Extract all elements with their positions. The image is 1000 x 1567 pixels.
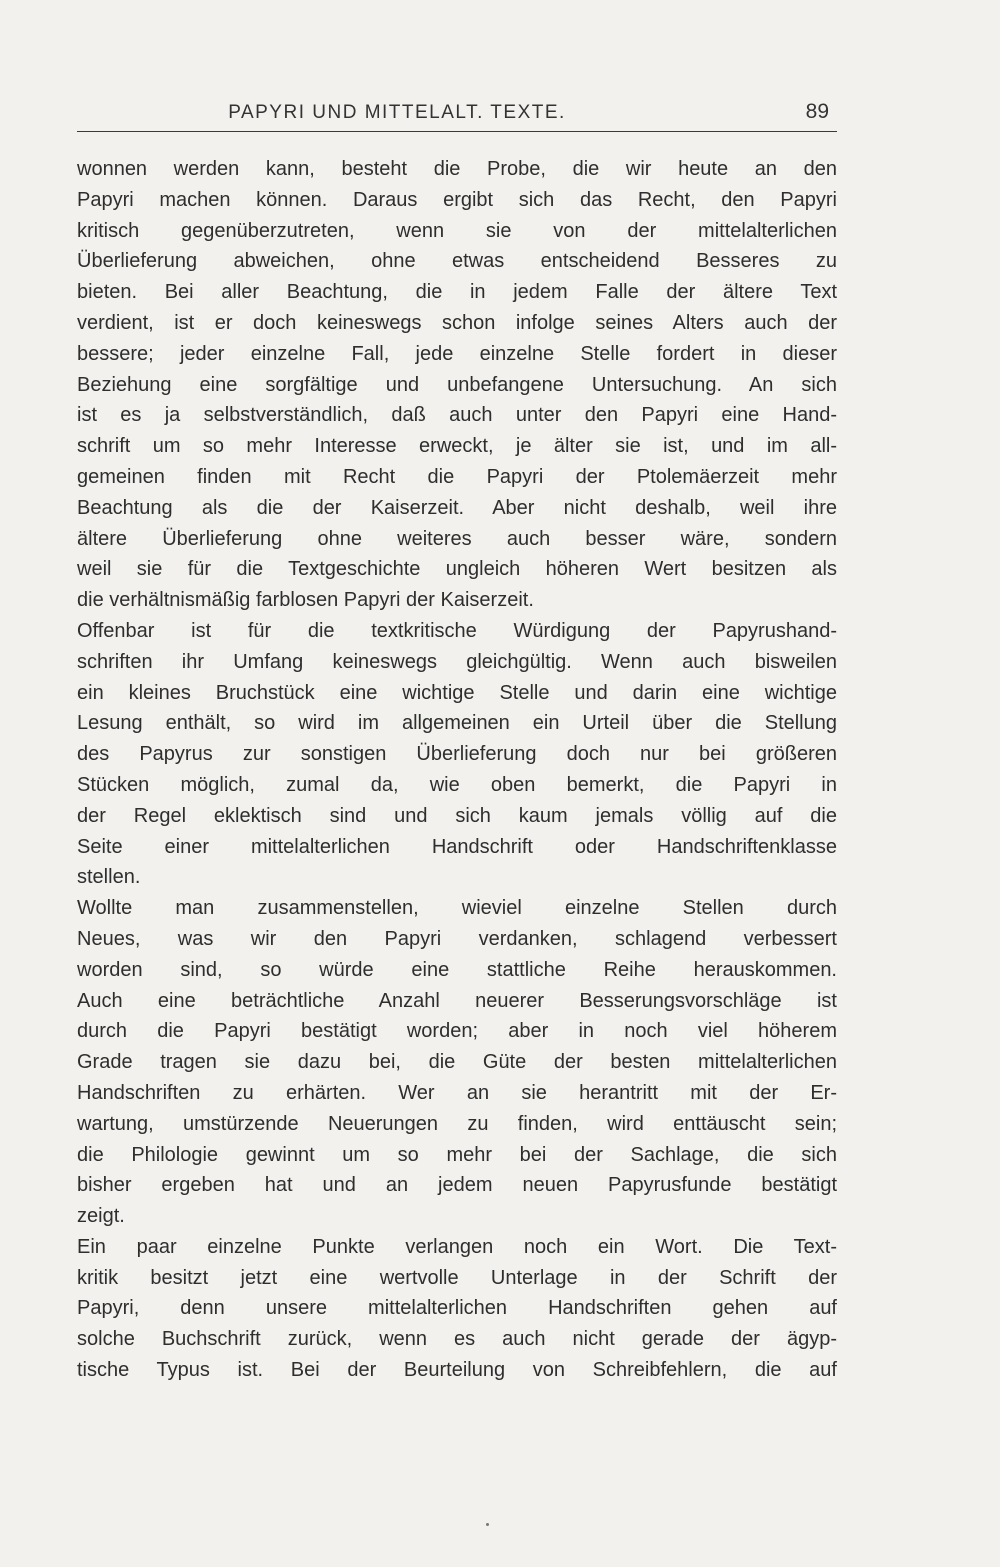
text-line: der Regel eklektisch sind und sich kaum jemals völlig auf die (77, 804, 837, 827)
text-line: Neues, was wir den Papyri verdanken, schlagend verbessert (77, 927, 837, 950)
text-line: Handschriften zu erhärten. Wer an sie herantritt mit der Er- (77, 1081, 837, 1104)
text-line: verdient, ist er doch keineswegs schon infolge seines Alters auch der (77, 311, 837, 334)
text-line: Auch eine beträchtliche Anzahl neuerer Besserungsvorschläge ist (77, 989, 837, 1012)
text-line: Ein paar einzelne Punkte verlangen noch ein Wort. Die Text- (77, 1235, 837, 1258)
text-line: bieten. Bei aller Beachtung, die in jedem Falle der ältere Text (77, 281, 837, 304)
text-line: zeigt. (77, 1205, 125, 1228)
text-line: Papyri, denn unsere mittelalterlichen Handschriften gehen auf (77, 1297, 837, 1320)
text-line: ältere Überlieferung ohne weiteres auch besser wäre, sondern (77, 527, 837, 550)
text-line: Seite einer mittelalterlichen Handschrift oder Handschriftenklasse (77, 835, 837, 858)
text-line: des Papyrus zur sonstigen Überlieferung doch nur bei größeren (77, 743, 837, 766)
text-line: wartung, umstürzende Neuerungen zu finden, wird enttäuscht sein; (77, 1112, 837, 1135)
page-header (77, 98, 837, 130)
header-rule (77, 131, 837, 132)
text-line: Grade tragen sie dazu bei, die Güte der besten mittelalterlichen (77, 1051, 837, 1074)
text-line: Wollte man zusammenstellen, wieviel einzelne Stellen durch (77, 897, 837, 920)
text-line: bisher ergeben hat und an jedem neuen Papyrusfunde bestätigt (77, 1174, 837, 1197)
text-line: schriften ihr Umfang keineswegs gleichgültig. Wenn auch bisweilen (77, 650, 837, 673)
text-line: schrift um so mehr Interesse erweckt, je älter sie ist, und im all- (77, 435, 837, 458)
text-line: Überlieferung abweichen, ohne etwas entscheidend Besseres zu (77, 250, 837, 273)
text-line: solche Buchschrift zurück, wenn es auch nicht gerade der ägyp- (77, 1328, 837, 1351)
text-line: worden sind, so würde eine stattliche Reihe herauskommen. (77, 958, 837, 981)
text-line: tische Typus ist. Bei der Beurteilung von Schreibfehlern, die auf (77, 1359, 837, 1382)
text-line: die verhältnismäßig farblosen Papyri der Kaiserzeit. (77, 589, 534, 612)
text-line: Lesung enthält, so wird im allgemeinen ein Urteil über die Stellung (77, 712, 837, 735)
text-line: ist es ja selbstverständlich, daß auch unter den Papyri eine Hand- (77, 404, 837, 427)
text-line: Beziehung eine sorgfältige und unbefangene Untersuchung. An sich (77, 373, 837, 396)
text-line: gemeinen finden mit Recht die Papyri der Ptolemäerzeit mehr (77, 465, 837, 488)
text-line: Papyri machen können. Daraus ergibt sich das Recht, den Papyri (77, 188, 837, 211)
text-line: ein kleines Bruchstück eine wichtige Stelle und darin eine wichtige (77, 681, 837, 704)
text-line: Beachtung als die der Kaiserzeit. Aber nicht deshalb, weil ihre (77, 496, 837, 519)
text-line: kritisch gegenüberzutreten, wenn sie von der mittelalterlichen (77, 219, 837, 242)
text-line: die Philologie gewinnt um so mehr bei der Sachlage, die sich (77, 1143, 837, 1166)
paper-speck (486, 1523, 489, 1526)
text-line: durch die Papyri bestätigt worden; aber in noch viel höherem (77, 1020, 837, 1043)
text-line: wonnen werden kann, besteht die Probe, die wir heute an den (77, 158, 837, 180)
text-line: Offenbar ist für die textkritische Würdigung der Papyrushand- (77, 619, 837, 642)
text-line: stellen. (77, 866, 141, 889)
page-number: 89 (805, 100, 829, 123)
body-text (77, 154, 837, 1386)
running-title: PAPYRI UND MITTELALT. TEXTE. (228, 102, 566, 123)
text-line: weil sie für die Textgeschichte ungleich höheren Wert besitzen als (77, 558, 837, 581)
text-line: bessere; jeder einzelne Fall, jede einzelne Stelle fordert in dieser (77, 342, 837, 365)
text-line: Stücken möglich, zumal da, wie oben bemerkt, die Papyri in (77, 773, 837, 796)
text-line: kritik besitzt jetzt eine wertvolle Unterlage in der Schrift der (77, 1266, 837, 1289)
